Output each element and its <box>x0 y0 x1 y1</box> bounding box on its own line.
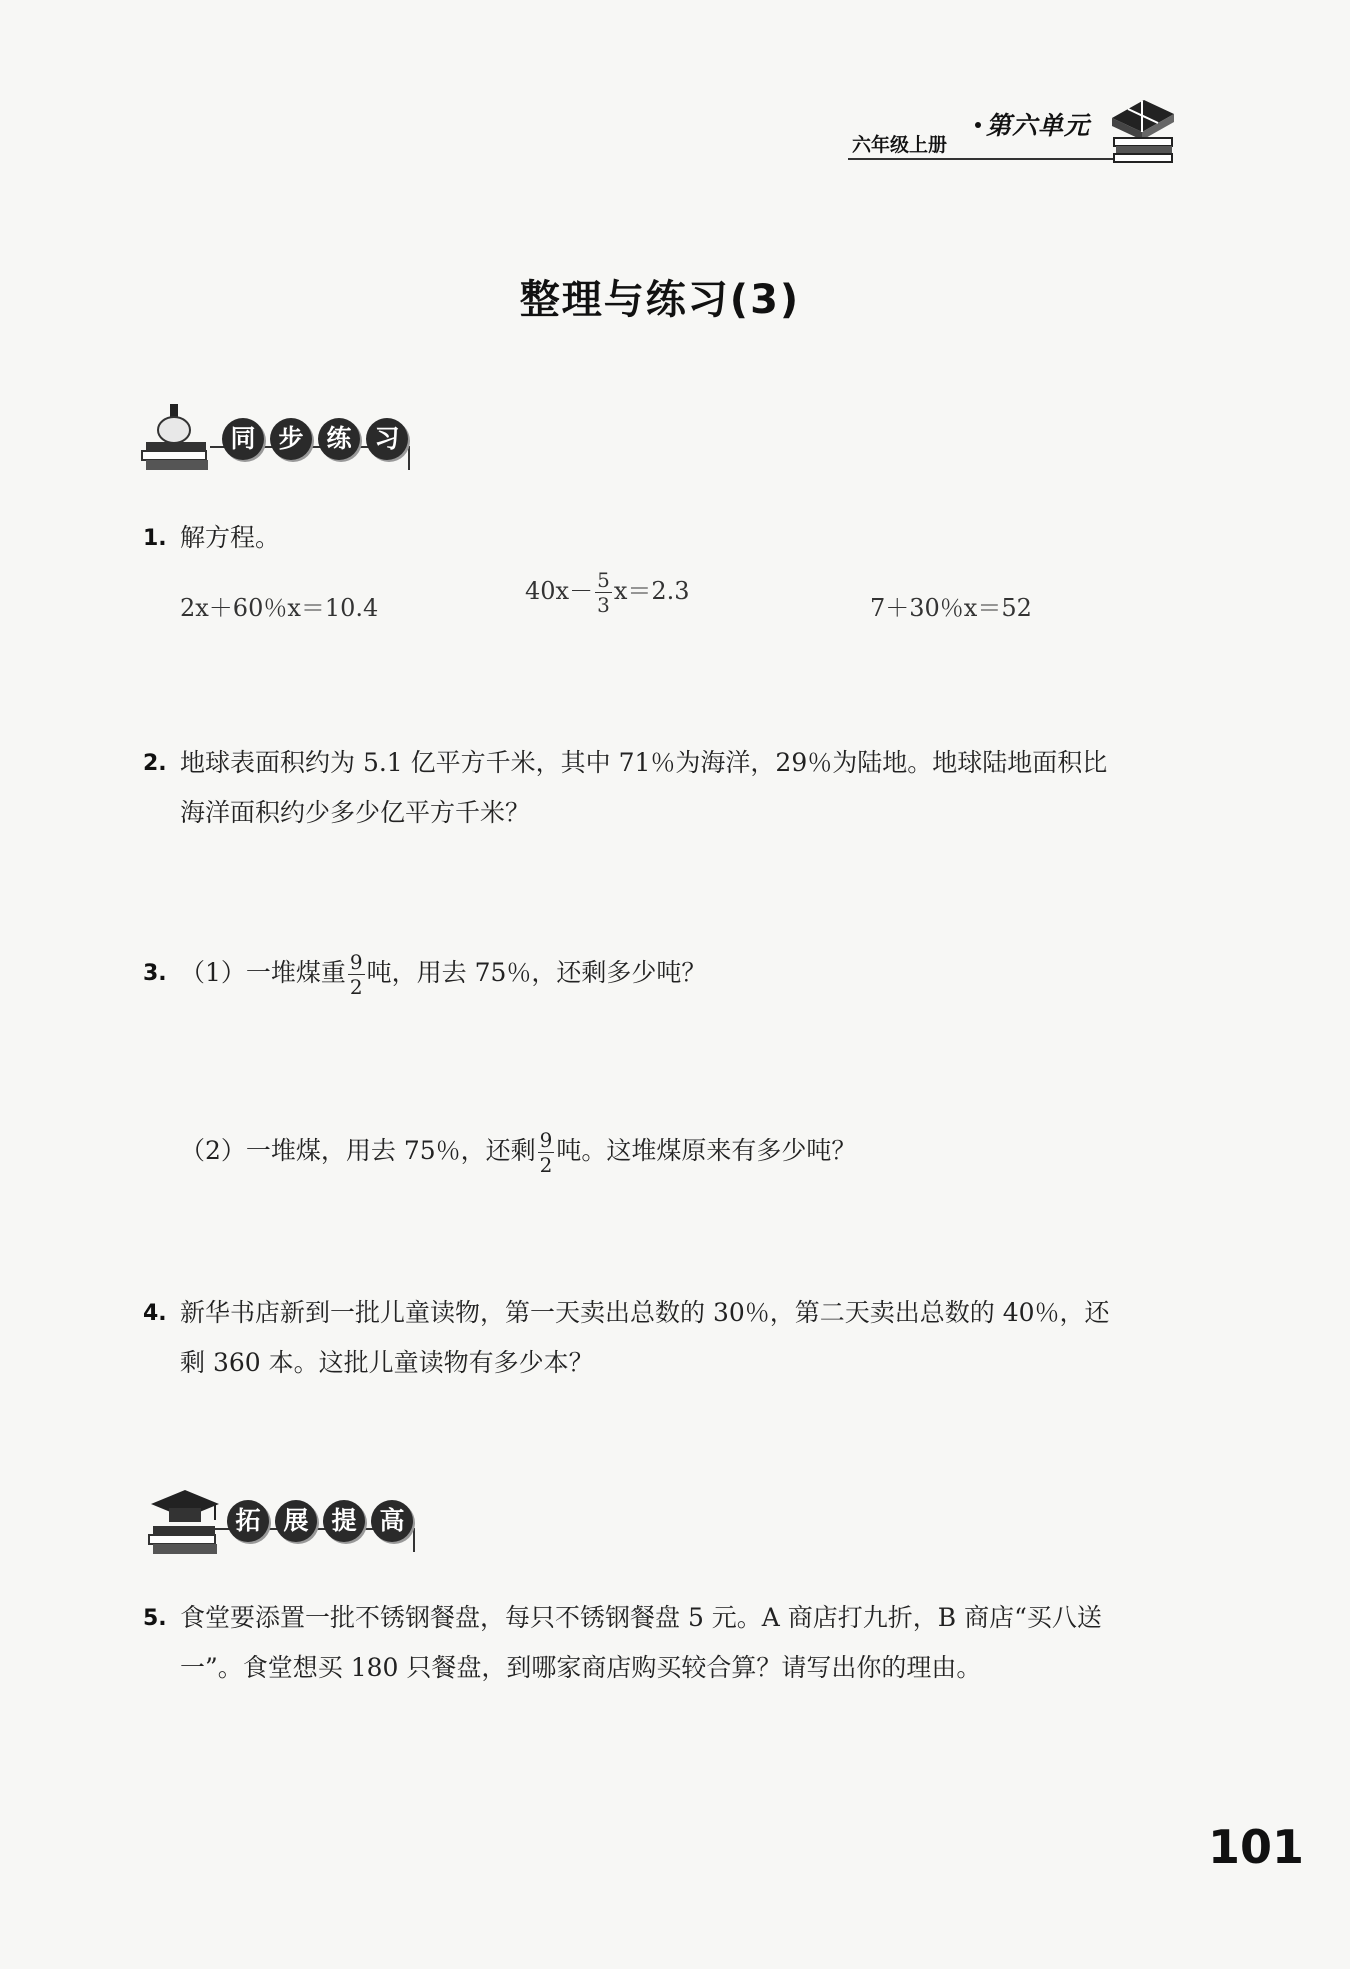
equation-3: 7＋30％x＝52 <box>870 594 1032 622</box>
unit-label: 第六单元 <box>986 111 1091 140</box>
banner-char-4: 习 <box>366 418 408 460</box>
banner-char-3: 练 <box>318 418 360 460</box>
q3p2-suffix: 吨。这堆煤原来有多少吨？ <box>556 1136 857 1165</box>
q3p1-fraction <box>348 950 365 999</box>
question-5-line-1: 食堂要添置一批不锈钢餐盘，每只不锈钢餐盘 5 元。A 商店打九折，B 商店“买八送 <box>180 1603 1102 1632</box>
question-4-line-1: 新华书店新到一批儿童读物，第一天卖出总数的 30％，第二天卖出总数的 40％，还 <box>180 1298 1110 1327</box>
fraction-numerator: 9 <box>539 1128 553 1152</box>
question-5-number: 5. <box>143 1606 167 1631</box>
banner-char-4: 高 <box>371 1500 413 1542</box>
fraction-denominator: 2 <box>349 975 363 999</box>
equation-2-fraction <box>595 568 612 617</box>
header-dot <box>975 122 981 128</box>
q3p1-suffix: 吨，用去 75％，还剩多少吨？ <box>366 958 707 987</box>
fraction-denominator: 3 <box>597 593 610 617</box>
page-title: 整理与练习(3) <box>519 277 801 323</box>
books-stack-icon <box>1108 92 1178 166</box>
question-3-part-2 <box>180 1126 856 1177</box>
question-1-number: 1. <box>143 526 167 551</box>
banner-char-1: 同 <box>222 418 264 460</box>
fraction-numerator: 9 <box>349 950 363 974</box>
fraction-denominator: 2 <box>539 1153 553 1177</box>
q3p2-prefix: （2）一堆煤，用去 75％，还剩 <box>180 1136 536 1165</box>
page-number: 101 <box>1208 1820 1305 1874</box>
books-graduation-cap-icon <box>145 1484 225 1558</box>
q3p1-prefix: （1）一堆煤重 <box>180 958 346 987</box>
question-2-line-1: 地球表面积约为 5.1 亿平方千米，其中 71％为海洋，29％为陆地。地球陆地面积比 <box>180 748 1108 777</box>
section-banner-practice <box>140 418 410 468</box>
fraction-numerator: 5 <box>597 568 610 592</box>
equation-2 <box>525 568 690 617</box>
banner-char-2: 步 <box>270 418 312 460</box>
banner-char-2: 展 <box>275 1500 317 1542</box>
books-lamp-icon <box>140 402 216 474</box>
question-5-line-2: 一”。食堂想买 180 只餐盘，到哪家商店购买较合算？请写出你的理由。 <box>180 1653 982 1682</box>
q3p2-fraction <box>538 1128 555 1177</box>
question-1-text: 解方程。 <box>180 523 281 552</box>
question-4-number: 4. <box>143 1301 167 1326</box>
grade-label: 六年级上册 <box>852 134 948 156</box>
question-2-number: 2. <box>143 751 167 776</box>
equation-2-suffix: x＝2.3 <box>613 577 690 605</box>
equation-2-prefix: 40x－ <box>525 577 594 605</box>
question-2-line-2: 海洋面积约少多少亿平方千米？ <box>180 798 531 827</box>
banner-char-1: 拓 <box>227 1500 269 1542</box>
banner-char-3: 提 <box>323 1500 365 1542</box>
equation-1: 2x＋60％x＝10.4 <box>180 594 379 622</box>
section-banner-extension <box>145 1500 420 1550</box>
question-3-part-1 <box>180 948 706 999</box>
question-4-line-2: 剩 360 本。这批儿童读物有多少本？ <box>180 1348 594 1377</box>
question-3-number: 3. <box>143 961 167 986</box>
